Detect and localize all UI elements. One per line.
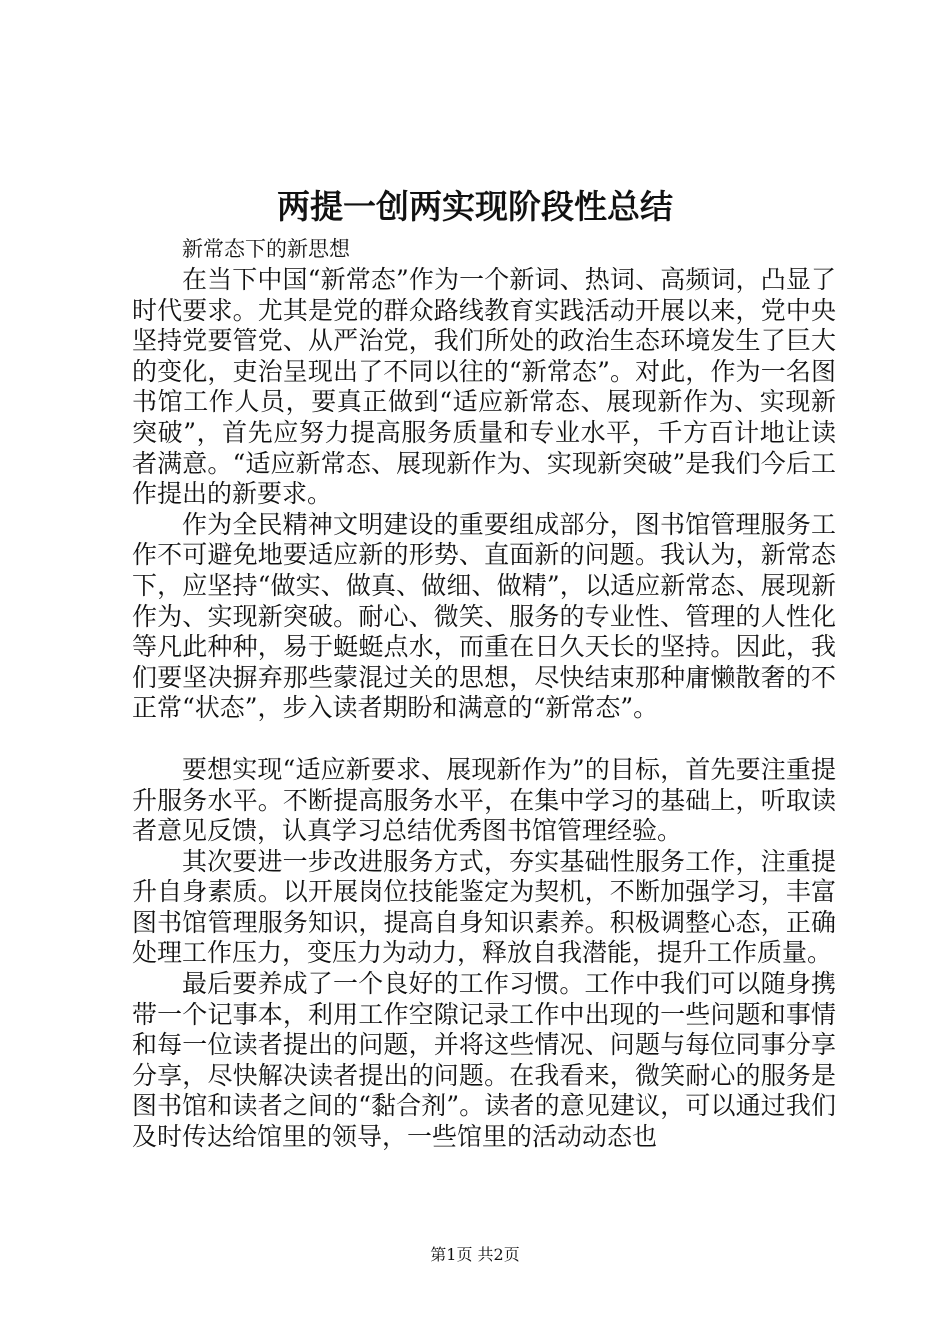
paragraph-4: 其次要进一步改进服务方式，夯实基础性服务工作，注重提升自身素质。以开展岗位技能鉴定为契机，不断加强学习，丰富图书馆管理服务知识，提高自身知识素养。积极调整心态，正确处理工作压力，变压力为动力，释放自我潜能，提升工作质量。 bbox=[132, 846, 836, 968]
paragraph-spacer bbox=[132, 724, 836, 755]
section-subtitle: 新常态下的新思想 bbox=[182, 237, 350, 261]
page-footer: 第1页 共2页 bbox=[430, 1245, 520, 1264]
paragraph-3: 要想实现“适应新要求、展现新作为”的目标，首先要注重提升服务水平。不断提高服务水平，在集中学习的基础上，听取读者意见反馈，认真学习总结优秀图书馆管理经验。 bbox=[132, 754, 836, 846]
page-title: 两提一创两实现阶段性总结 bbox=[277, 187, 673, 226]
paragraph-5: 最后要养成了一个良好的工作习惯。工作中我们可以随身携带一个记事本，利用工作空隙记录工作中出现的一些问题和事情和每一位读者提出的问题，并将这些情况、问题与每位同事分享分享，尽快解决读者提出的问题。在我看来，微笑耐心的服务是图书馆和读者之间的“黏合剂”。读者的意见建议，可以通过我们及时传达给馆里的领导，一些馆里的活动动态也 bbox=[132, 969, 836, 1152]
paragraph-1: 在当下中国“新常态”作为一个新词、热词、高频词，凸显了时代要求。尤其是党的群众路线教育实践活动开展以来，党中央坚持党要管党、从严治党，我们所处的政治生态环境发生了巨大的变化，吏治呈现出了不同以往的“新常态”。对此，作为一名图书馆工作人员，要真正做到“适应新常态、展现新作为、实现新突破”，首先应努力提高服务质量和专业水平，千方百计地让读者满意。“适应新常态、展现新作为、实现新突破”是我们今后工作提出的新要求。 bbox=[132, 265, 836, 509]
document-body bbox=[132, 233, 836, 1153]
paragraph-2: 作为全民精神文明建设的重要组成部分，图书馆管理服务工作不可避免地要适应新的形势、直面新的问题。我认为，新常态下，应坚持“做实、做真、做细、做精”，以适应新常态、展现新作为、实现新突破。耐心、微笑、服务的专业性、管理的人性化等凡此种种，易于蜓蜓点水，而重在日久天长的坚持。因此，我们要坚决摒弃那些蒙混过关的思想，尽快结束那种庸懒散奢的不正常“状态”，步入读者期盼和满意的“新常态”。 bbox=[132, 509, 836, 723]
